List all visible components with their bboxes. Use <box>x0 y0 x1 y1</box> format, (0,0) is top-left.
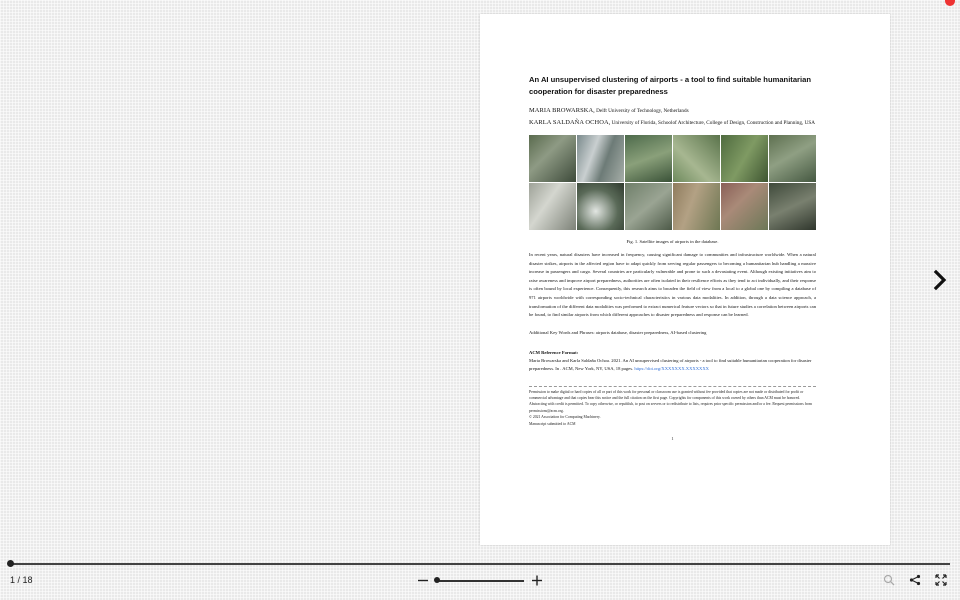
satellite-image <box>529 183 576 230</box>
copyright-notice: © 2021 Association for Computing Machinery. <box>529 415 601 420</box>
reference-format-heading: ACM Reference Format: <box>529 349 579 355</box>
satellite-image <box>529 135 576 182</box>
author-list <box>529 105 816 129</box>
reference-format-text <box>529 357 816 374</box>
share-button[interactable] <box>909 573 921 585</box>
satellite-image <box>625 183 672 230</box>
minus-icon <box>417 574 429 586</box>
zoom-out-button[interactable] <box>417 573 429 585</box>
author-line-1 <box>529 105 816 117</box>
search-button[interactable] <box>883 573 895 585</box>
satellite-image <box>721 135 768 182</box>
paper-title: An AI unsupervised clustering of airports - a tool to find suitable humanitarian cooperation for disaster preparedness <box>529 75 811 96</box>
page-progress-bar[interactable] <box>10 563 950 565</box>
page-progress-handle[interactable] <box>7 560 14 567</box>
author-1-affiliation: Delft University of Technology, Netherlands <box>594 108 689 114</box>
viewer-toolbar <box>0 556 960 600</box>
footnote-divider <box>529 386 816 387</box>
satellite-image <box>625 135 672 182</box>
keywords: Additional Key Words and Phrases: airports database, disaster preparedness, AI-based clustering <box>529 329 707 335</box>
satellite-image <box>577 135 624 182</box>
satellite-image <box>769 135 816 182</box>
zoom-slider-handle[interactable] <box>434 577 440 583</box>
next-page-button[interactable] <box>928 268 952 292</box>
page-content <box>529 74 816 441</box>
page-indicator: 1 / 18 <box>10 575 33 585</box>
satellite-image <box>577 183 624 230</box>
permission-notice: Permission to make digital or hard copies of all or part of this work for personal or classroom use is granted without fee provided that copies are not made or distributed for profit or commercial advantage and that copies bear this notice and the full citation on the first page. Copyrights for components of this work owned by others than ACM must be honored. Abstracting with credit is permitted. To copy otherwise, or republish, to post on servers or to redistribute to lists, requires prior specific permission and/or a fee. Request permissions from permissions@acm.org. <box>529 389 812 413</box>
zoom-in-button[interactable] <box>531 573 543 585</box>
satellite-image <box>673 135 720 182</box>
satellite-image <box>673 183 720 230</box>
zoom-slider[interactable] <box>436 580 524 582</box>
author-2-name: KARLA SALDAÑA OCHOA, <box>529 119 611 126</box>
satellite-image-grid <box>529 135 816 230</box>
author-1-name: MARIA BROWARSKA, <box>529 107 595 114</box>
abstract-text: In recent years, natural disasters have increased in frequency, causing significant damage to communities and infrastructure worldwide. When a natural disaster strikes, airports in the affected region have to adapt quickly from serving regular passengers to becoming a humanitarian hub handling a massive increase in passengers and cargo. Several countries are particularly vulnerable and prone to such a devastating event. Although existing initiatives aim to raise awareness and improve airport preparedness, authorities are often isolated in their resilience efforts as they tend to act individually, and their response is often bound by local experience. Consequently, this research aims to broaden the field of view from a local to a global one by compiling a database of 971 airports worldwide with corresponding socio-technical characteristics in various data modalities. In addition, through a data science approach, a transformation of the different data modalities was performed to extract numerical feature vectors so that in future studies a correlation between airports can be found, to find similar airports from which different approaches to disaster preparedness and response can be learned. <box>529 252 816 318</box>
figure-caption: Fig. 1. Satellite images of airports in the database. <box>626 239 719 244</box>
satellite-image <box>769 183 816 230</box>
manuscript-notice: Manuscript submitted to ACM <box>529 421 576 426</box>
doi-link[interactable]: https://doi.org/XXXXXXX.XXXXXXX <box>634 366 710 372</box>
plus-icon <box>531 574 543 586</box>
fullscreen-icon <box>935 574 947 586</box>
fullscreen-button[interactable] <box>935 573 947 585</box>
share-icon <box>909 574 921 586</box>
page-number: 1 <box>671 436 674 441</box>
search-icon <box>883 574 895 586</box>
pdf-page <box>480 14 890 545</box>
permission-footnote <box>529 389 816 427</box>
chevron-right-icon <box>928 268 952 292</box>
reference-citation: Maria Browarska and Karla Saldaña Ochoa. 2021. An AI unsupervised clustering of airports - a tool to find suitable humanitarian cooperation for disaster preparedness. In . ACM, New York, NY, USA, 18 pages. <box>529 357 812 372</box>
window-corner-indicator <box>945 0 955 6</box>
author-line-2 <box>529 117 816 129</box>
author-2-affiliation: University of Florida, Schoolof Architecture, College of Design, Construction and Planning, USA <box>610 120 815 126</box>
satellite-image <box>721 183 768 230</box>
